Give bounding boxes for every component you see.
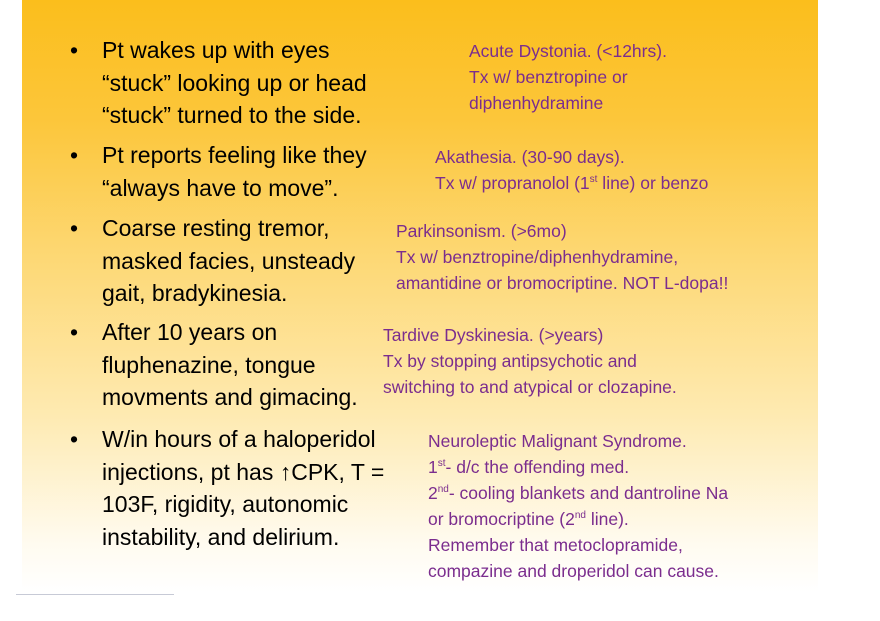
answer-line: Tx w/ benztropine or <box>469 67 628 87</box>
answer-line: 2nd- cooling blankets and dantroline Na <box>428 483 729 503</box>
answer-akathisia <box>435 144 708 196</box>
answer-line: Akathesia. (30-90 days). <box>435 147 625 167</box>
answer-line: Tardive Dyskinesia. (>years) <box>383 325 604 345</box>
answer-line: 1st- d/c the offending med. <box>428 457 630 477</box>
question-text: Pt wakes up with eyes “stuck” looking up or head “stuck” turned to the side. <box>102 37 367 128</box>
answer-line: switching to and atypical or clozapine. <box>383 377 677 397</box>
answer-line: Neuroleptic Malignant Syndrome. <box>428 431 687 451</box>
bullet-dot: • <box>70 215 79 241</box>
answer-line: Tx w/ propranolol (1st line) or benzo <box>435 173 709 193</box>
answer-line: amantidine or bromocriptine. NOT L-dopa!! <box>396 273 729 293</box>
question-text: Coarse resting tremor, masked facies, unsteady gait, bradykinesia. <box>102 215 356 306</box>
question-text: After 10 years on fluphenazine, tongue movments and gimacing. <box>102 319 358 410</box>
answer-line: Parkinsonism. (>6mo) <box>396 221 567 241</box>
bullet-dot: • <box>70 319 79 345</box>
bullet-dot: • <box>70 37 79 63</box>
answer-line: Remember that metoclopramide, <box>428 535 683 555</box>
bullet-dot: • <box>70 426 79 452</box>
answer-line: compazine and droperidol can cause. <box>428 561 719 581</box>
answer-line: or bromocriptine (2nd line). <box>428 509 629 529</box>
footer-divider <box>16 594 174 595</box>
answer-line: diphenhydramine <box>469 93 604 113</box>
question-text: W/in hours of a haloperidol injections, pt has ↑CPK, T = 103F, rigidity, autonomic instability, and delirium. <box>102 426 385 550</box>
answer-line: Tx w/ benztropine/diphenhydramine, <box>396 247 679 267</box>
answer-tardive <box>383 322 677 400</box>
answer-line: Acute Dystonia. (<12hrs). <box>469 41 667 61</box>
answer-parkinsonism <box>396 218 728 296</box>
answer-line: Tx by stopping antipsychotic and <box>383 351 637 371</box>
answer-nms <box>428 428 728 584</box>
answer-dystonia <box>469 38 667 116</box>
bullet-dot: • <box>70 142 79 168</box>
question-text: Pt reports feeling like they “always have to move”. <box>102 142 367 201</box>
